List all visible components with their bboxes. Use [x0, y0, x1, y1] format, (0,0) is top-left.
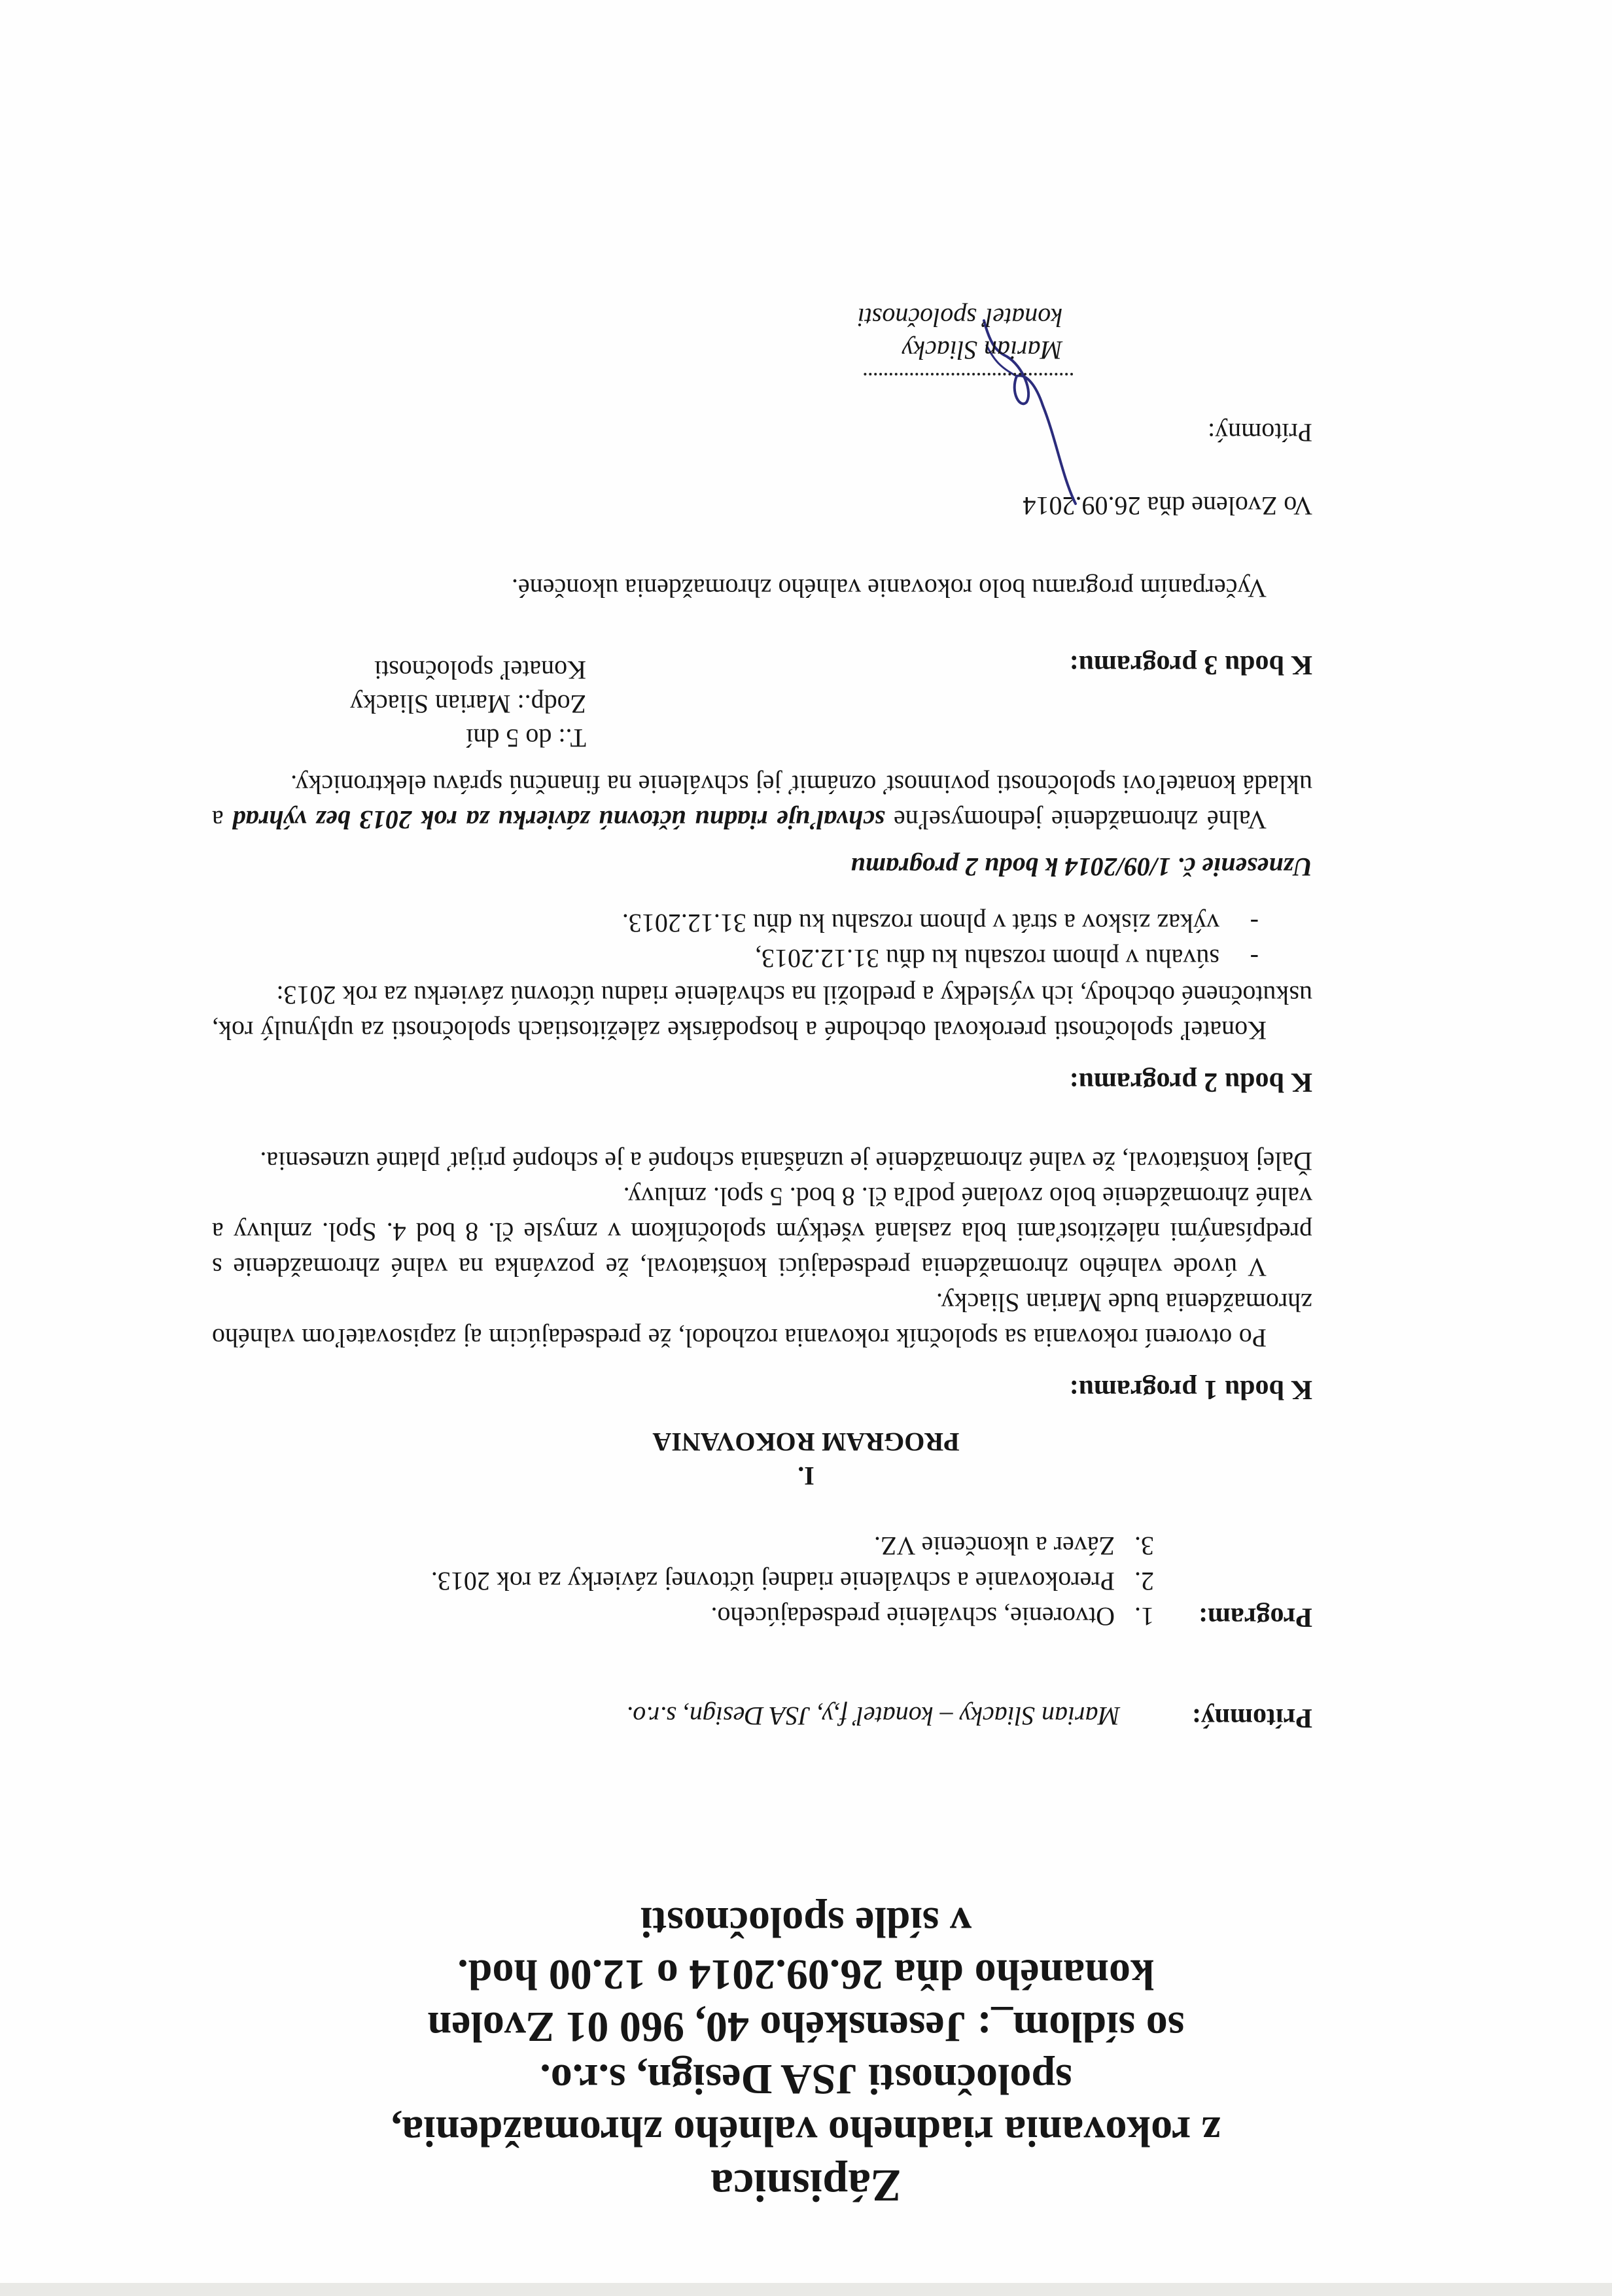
section-title: PROGRAM ROKOVANIA	[652, 1427, 960, 1457]
statement-item: - výkaz ziskov a strát v plnom rozsahu ku dňu 31.12.2013.	[212, 905, 1259, 941]
point3-heading: K bodu 3 programu:	[1069, 650, 1312, 680]
resolution-term: T.: do 5 dní	[466, 723, 586, 753]
document-header	[0, 1896, 1612, 2212]
resolution-title: Uznesenie č. 1/09/2014 k bodu 2 programu	[850, 852, 1312, 882]
program-item: 2. Prerokovanie a schválenie riadnej účtovnej závierky za rok 2013.	[186, 1563, 1128, 1599]
resolution-responsible: Zodp.: Marian Sliacky	[349, 689, 586, 719]
resolution-responsibility	[350, 653, 586, 755]
signature-line	[864, 373, 1073, 375]
resolution-text-emphasis: schvaľuje riadnu účtovnú závierku za rok 2013 bez výhrad	[232, 805, 885, 835]
point1-paragraph-invitation: V úvode valného zhromaždenia predsedajúci konštatoval, že pozvánka na valné zhromaždenie s predpísanými náležitosťami bola zaslaná všetkým spoločníkom v zmysle čl. 8 bod 4. Spol. zmluvy a valné zhromaždenie bolo zvolané podľa čl. 8 bod. 5 spol. zmluvy.	[212, 1182, 1312, 1282]
point2-statements-list	[212, 905, 1259, 976]
point2-heading: K bodu 2 programu:	[1069, 1067, 1312, 1097]
section-numeral: I.	[797, 1461, 815, 1491]
program-item: 1. Otvorenie, schválenie predsedajúceho.	[186, 1599, 1128, 1634]
present-label: Prítomný:	[1207, 418, 1312, 447]
program-item: 3. Záver a ukončenie VZ.	[186, 1528, 1128, 1563]
program-list-wrap	[186, 1528, 1167, 1634]
point1-paragraph-chair: Po otvorení rokovania sa spoločník rokovania rozhodol, že predsedajúcim aj zapisovateľom valného zhromaždenia bude Marian Sliacky.	[212, 1288, 1312, 1353]
resolution-text	[212, 767, 1312, 837]
resolution-text-start: Valné zhromaždenie jednomyseľne	[885, 805, 1267, 835]
attendees-label: Prítomný:	[1191, 1703, 1312, 1733]
attendees-value: Marian Sliacky – konateľ f,y, JSA Design, s.r.o.	[626, 1701, 1120, 1731]
document-title: Zápisnica	[710, 2160, 902, 2210]
header-line-meeting: z rokovania riadneho valného zhromaždenia,	[391, 2108, 1221, 2155]
signer-role: konateľ spoločnosti	[857, 303, 1062, 332]
place-date: Vo Zvolene dňa 26.09.2014	[1023, 491, 1312, 521]
point1-heading: K bodu 1 programu:	[1069, 1374, 1312, 1404]
point2-statements-list-wrap	[212, 905, 1259, 976]
resolution-responsible-role: Konateľ spoločnosti	[374, 655, 586, 685]
point3-paragraph: Vyčerpaním programu bolo rokovanie valného zhromaždenia ukončené.	[511, 574, 1267, 603]
resolution-text-end: a ukladá konateľovi spoločnosti povinnosť oznámiť jej schválenie na finančnú správu elektronicky.	[212, 770, 1312, 835]
header-line-company: spoločnosti JSA Design, s.r.o.	[540, 2055, 1072, 2103]
point1-paragraph-quorum: Ďalej konštatoval, že valné zhromaždenie je uznášania schopné a je schopné prijať platné uznesenia.	[260, 1147, 1312, 1176]
program-list	[186, 1528, 1167, 1634]
section-heading	[0, 1425, 1612, 1493]
signer-name: Marian Sliacky	[902, 336, 1062, 365]
statement-item: - súvahu v plnom rozsahu ku dňu 31.12.2013,	[212, 941, 1259, 976]
header-line-address: so sídlom_: Jesenského 40, 960 01 Zvolen	[427, 2003, 1185, 2051]
header-line-date: konaného dňa 26.09.2014 o 12.00 hod.	[457, 1951, 1155, 1998]
signer-block	[858, 301, 1062, 366]
header-line-place: v sídle spoločnosti	[640, 1898, 972, 1946]
scan-edge	[0, 2283, 1612, 2296]
program-label: Program:	[1198, 1602, 1312, 1632]
point2-paragraph-report: Konateľ spoločnosti prerokoval obchodné a hospodárske záležitostiach spoločnosti za uplynulý rok, uskutočnené obchody, ich výsledky a predložil na schválenie riadnu účtovnú závierku za rok 2013:	[212, 981, 1312, 1045]
